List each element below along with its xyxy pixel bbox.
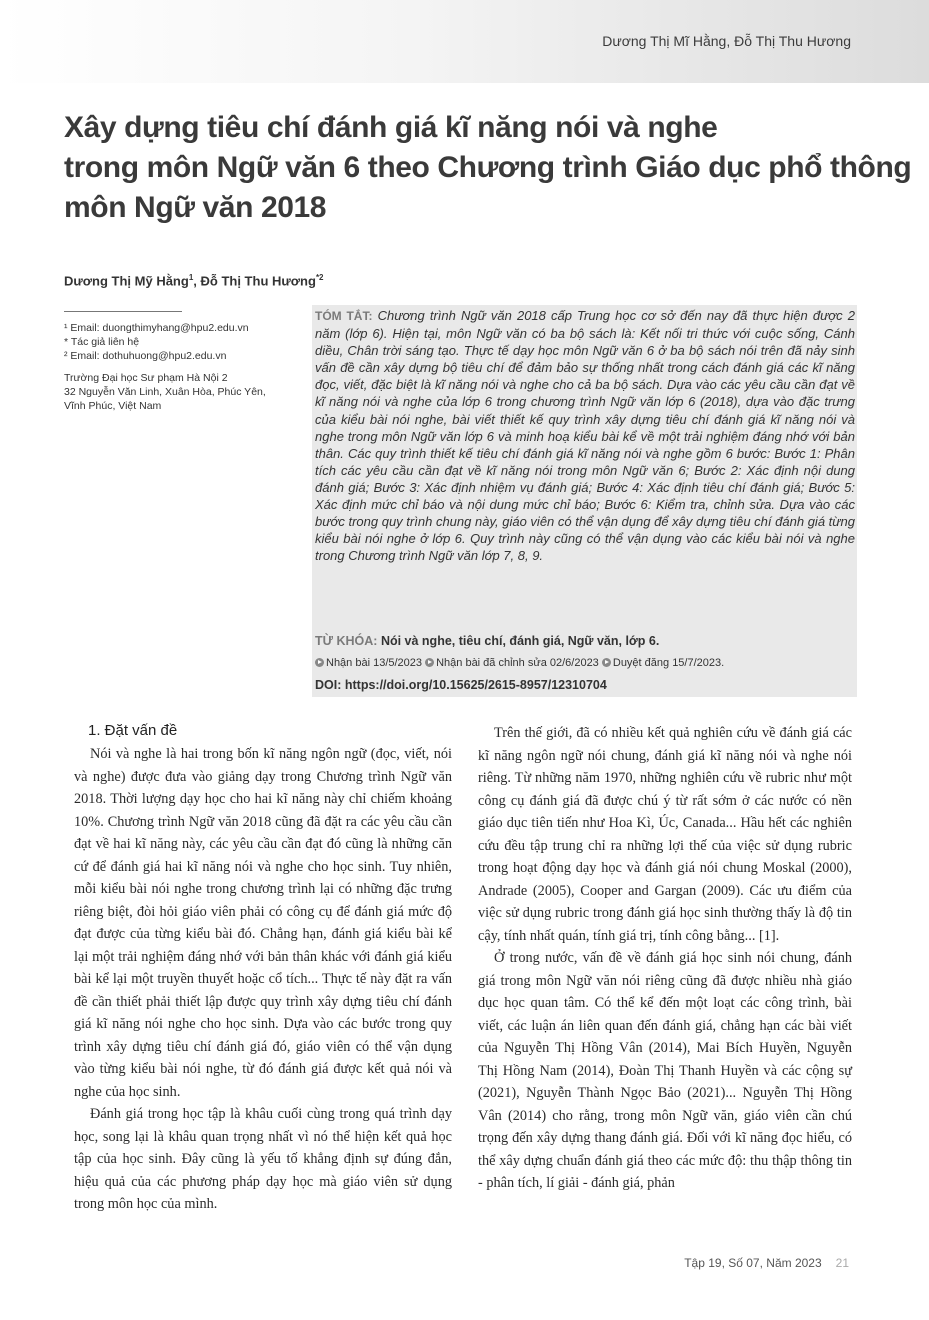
accepted-date: Duyệt đăng 15/7/2023. <box>612 657 725 669</box>
article-title <box>64 108 912 228</box>
institution-line: Vĩnh Phúc, Việt Nam <box>64 400 162 412</box>
page-number: 21 <box>835 1256 849 1270</box>
body-column-right <box>478 722 852 1195</box>
author-email: ² Email: dothuhuong@hpu2.edu.vn <box>64 350 227 362</box>
author-name: Dương Thị Mỹ Hằng <box>64 273 189 289</box>
keywords-text: Nói và nghe, tiêu chí, đánh giá, Ngữ văn, lớp 6. <box>380 634 660 648</box>
arrow-right-icon <box>315 658 324 667</box>
keywords <box>315 634 855 648</box>
author-separator: , <box>193 273 201 289</box>
corresponding-author-note: * Tác giả liên hệ <box>64 336 140 348</box>
author-list <box>64 273 324 288</box>
author-superscript: 1 <box>188 273 194 282</box>
body-paragraph: Đánh giá trong học tập là khâu cuối cùng trong quá trình dạy học, song lại là khâu quan trọng nhất vì nó thể hiện kết quả học tập của học sinh. Đây cũng là yếu tố khẳng định sự đúng đắn, hiệu quả của các phương pháp dạy học mà giáo viên sử dụng trong môn học của mình. <box>74 1106 452 1212</box>
article-dates <box>315 657 855 669</box>
title-line: trong môn Ngữ văn 6 theo Chương trình Giáo dục phổ thông <box>64 151 912 184</box>
doi[interactable]: DOI: https://doi.org/10.15625/2615-8957/12310704 <box>315 678 607 692</box>
running-head: Dương Thị Mĩ Hằng, Đỗ Thị Thu Hương <box>602 33 851 49</box>
page-footer <box>684 1256 849 1270</box>
header-bar <box>0 0 929 83</box>
abstract-label: TÓM TẮT: <box>315 309 373 323</box>
received-date: Nhận bài 13/5/2023 <box>326 657 423 669</box>
section-heading: 1. Đặt vấn đề <box>88 722 178 739</box>
issue-info: Tập 19, Số 07, Năm 2023 <box>684 1256 822 1270</box>
keywords-label: TỪ KHÓA: <box>315 634 378 648</box>
affiliation-block <box>64 321 284 413</box>
abstract <box>315 307 855 564</box>
author-superscript: *2 <box>315 273 324 282</box>
body-paragraph: Ở trong nước, vấn đề về đánh giá học sinh nói chung, đánh giá trong môn Ngữ văn nói riêng cũng đã được nhiều nhà giáo dục học quan tâm. Có thể kể đến một loạt các công trình, bài viết, các luận án liên quan đến đánh giá, chẳng hạn các bài viết của Nguyễn Thị Hồng Vân (2014), Mai Bích Huyền, Nguyễn Thị Hồng Nam (2014), Đoàn Thị Thanh Huyền và các cộng sự (2021), Nguyễn Thành Ngọc Bảo (2021)... Nguyễn Thị Hồng Vân (2014) cho rằng, trong môn Ngữ văn, giáo viên cần chú trọng đến xây dựng thang đánh giá. Đối với kĩ năng đọc hiểu, có thể xây dựng chuẩn đánh giá theo các mức độ: thu thập thông tin - phân tích, lí giải - đánh giá, phản <box>478 950 852 1191</box>
title-line: Xây dựng tiêu chí đánh giá kĩ năng nói và nghe <box>64 111 718 144</box>
arrow-right-icon <box>602 658 611 667</box>
arrow-right-icon <box>425 658 434 667</box>
author-email: ¹ Email: duongthimyhang@hpu2.edu.vn <box>64 322 249 334</box>
body-paragraph: Nói và nghe là hai trong bốn kĩ năng ngôn ngữ (đọc, viết, nói và nghe) được đưa vào giảng dạy trong Chương trình Ngữ văn 2018. Thời lượng dạy học cho hai kĩ năng này chỉ chiếm khoảng 10%. Chương trình Ngữ văn 2018 cũng đã đặt ra các yêu cầu cần đạt về hai kĩ năng này, các yêu cầu cần đạt đó cũng là những căn cứ để đánh giá hai kĩ năng nói và nghe cho học sinh. Tuy nhiên, mỗi kiểu bài nói nghe trong chương trình lại có những đặc trưng riêng biệt, đòi hỏi giáo viên phải có công cụ để đánh giá mức độ đạt được của từng kiểu bài đó. Chẳng hạn, đánh giá kiểu bài kể lại một trải nghiệm đáng nhớ với bản thân khác với đánh giá kiểu bài kể lại một truyền thuyết hoặc cổ tích... Thực tế này đặt ra vấn đề cần thiết phải thiết lập được quy trình xây dựng tiêu chí đánh giá kĩ năng nói nghe cho học sinh. Dựa vào các bước trong quy trình xây dựng tiêu chí đánh giá đó, giáo viên có thể vận dụng vào từng kiểu bài nói nghe, từ đó đánh giá được kết quả nói và nghe của học sinh. <box>74 746 452 1100</box>
institution-line: Trường Đại học Sư phạm Hà Nội 2 <box>64 372 228 384</box>
affiliation-divider <box>64 311 182 312</box>
abstract-text: Chương trình Ngữ văn 2018 cấp Trung học cơ sở đến nay đã thực hiện được 2 năm (lớp 6). Hiện tại, môn Ngữ văn có ba bộ sách là: Kết nối tri thức với cuộc sống, Cánh diều, Chân trời sáng tạo. Thực tế dạy học môn Ngữ văn 6 ở ba bộ sách nói trên đã nảy sinh vấn đề cần xây dựng bộ tiêu chí để đảm bảo sự thống nhất trong cách đánh giá các kĩ năng đọc, viết, đặc biệt là kĩ năng nói và nghe cho cả ba bộ sách. Dựa vào các yêu cầu cần đạt về kĩ năng nói và nghe của lớp 6 trong chương trình Ngữ văn lớp 6 (2018), dựa vào đặc trưng của kiểu bài nói nghe, bài viết thiết kế quy trình xây dựng tiêu chí đánh giá kĩ năng nói và nghe trong môn Ngữ văn lớp 6 và minh hoạ kiểu bài kể về một trải nghiệm đáng nhớ với bản thân. Các quy trình thiết kế tiêu chí đánh giá kĩ năng nói và nghe gồm 6 bước: Bước 1: Phân tích các yêu cầu cần đạt về kĩ năng nói trong môn Ngữ văn 6; Bước 2: Xác định nội dung đánh giá; Bước 3: Xác định nhiệm vụ đánh giá; Bước 4: Xác định tiêu chí đánh giá; Bước 5: Xác định mức chỉ báo và nội dung mức chỉ báo; Bước 6: Kiểm tra, chỉnh sửa. Dựa vào các bước trong quy trình chung này, giáo viên có thể vận dụng để xây dựng tiêu chí đánh giá từng kiểu bài nói nghe ở lớp 6. Quy trình này cũng có thể vận dụng vào các kiểu bài nói và nghe trong Chương trình Ngữ văn lớp 7, 8, 9. <box>315 308 855 564</box>
author-name: Đỗ Thị Thu Hương <box>200 273 316 289</box>
institution-line: 32 Nguyễn Văn Linh, Xuân Hòa, Phúc Yên, <box>64 386 266 398</box>
revised-date: Nhận bài đã chỉnh sửa 02/6/2023 <box>436 657 599 669</box>
title-line: môn Ngữ văn 2018 <box>64 191 327 224</box>
body-column-left <box>74 743 452 1216</box>
body-paragraph: Trên thế giới, đã có nhiều kết quả nghiên cứu về đánh giá các kĩ năng ngôn ngữ nói chung, đánh giá kĩ năng nói và nghe nói riêng. Từ những năm 1970, những nghiên cứu về rubric như một công cụ đánh giá đã được chú ý từ rất sớm ở các nước có nền giáo dục tiên tiến như Hoa Kì, Úc, Canada... Hầu hết các nghiên cứu đều tập trung chỉ ra những lợi thế của việc sử dụng rubric trong hoạt động dạy học và đánh giá nói chung Moskal (2000), Andrade (2005), Cooper and Gargan (2009). Các ưu điểm của việc sử dụng rubric trong đánh giá học sinh thường thấy là độ tin cậy, tính nhất quán, tính giá trị, tính công bằng... [1]. <box>478 725 852 944</box>
